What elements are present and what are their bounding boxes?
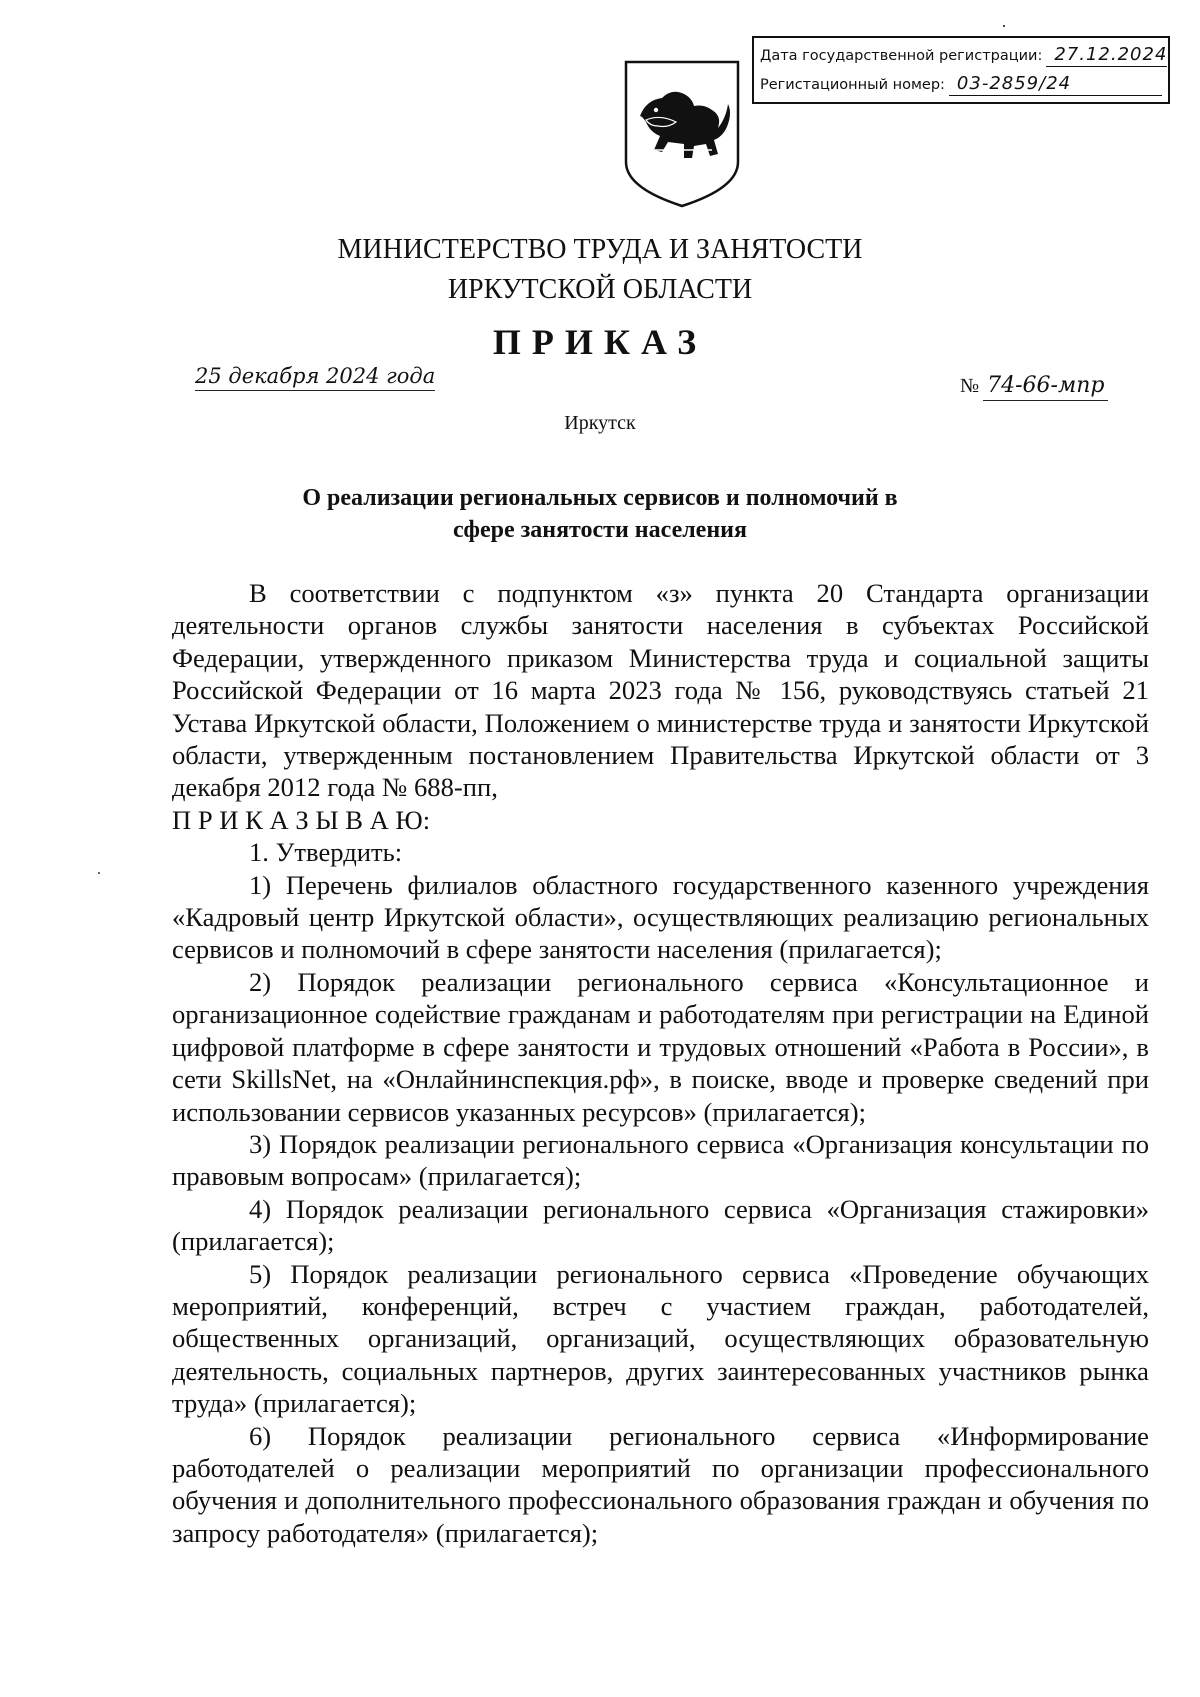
registration-number-label: Регистационный номер: (760, 77, 945, 93)
subitem-1: 1) Перечень филиалов областного государственного казенного учреждения «Кадровый центр Иркутской области», осуществляющих реализацию региональных сервисов и полномочий в сфере занятости населения (прилагается); (172, 869, 1149, 965)
document-body (172, 577, 1149, 1549)
subitem-5: 5) Порядок реализации регионального сервиса «Проведение обучающих мероприятий, конференций, встреч с участием граждан, работодателей, общественных организаций, организаций, осуществляющих образовательную деятельность, социальных партнеров, других заинтересованных участников рынка труда» (прилагается); (172, 1258, 1149, 1419)
registration-date-row (760, 42, 1168, 71)
document-title-line1: О реализации региональных сервисов и полномочий в (302, 485, 898, 511)
handwritten-date: 25 декабря 2024 года (195, 362, 435, 391)
number-sign: № (960, 375, 980, 397)
registration-date-value: 27.12.2024 (1046, 44, 1167, 67)
order-number (960, 372, 1108, 401)
scan-speck (1003, 25, 1005, 27)
registration-number-row (760, 71, 1162, 100)
preamble-paragraph: В соответствии с подпунктом «з» пункта 20 Стандарта организации деятельности органов службы занятости населения в субъектах Российской Федерации, утвержденного приказом Министерства труда и социальной защиты Российской Федерации от 16 марта 2023 года № 156, руководствуясь статьей 21 Устава Иркутской области, Положением о министерстве труда и занятости Иркутской области, утвержденным постановлением Правительства Иркутской области от 3 декабря 2012 года № 688-пп, (172, 578, 1149, 803)
document-title (0, 482, 1200, 546)
subitem-2: 2) Порядок реализации регионального сервиса «Консультационное и организационное содействие гражданам и работодателям при регистрации на Единой цифровой платформе в сфере занятости и трудовых отношений «Работа в России», в сети SkillsNet, на «Онлайнинспекция.рф», в поиске, вводе и проверке сведений при использовании сервисов указанных ресурсов» (прилагается); (172, 966, 1149, 1127)
subitem-6: 6) Порядок реализации регионального сервиса «Информирование работодателей о реализации мероприятий по организации профессионального обучения и дополнительного профессионального образования граждан и обучения по запросу работодателя» (прилагается); (172, 1420, 1149, 1548)
city: Иркутск (564, 412, 636, 434)
subitem-3: 3) Порядок реализации регионального сервиса «Организация консультации по правовым вопросам» (прилагается); (172, 1128, 1149, 1192)
order-word: П Р И К А З Ы В А Ю: (172, 804, 431, 835)
scan-speck (98, 872, 100, 874)
coat-of-arms-icon (620, 58, 744, 210)
ministry-name-line2: ИРКУТСКОЙ ОБЛАСТИ (447, 274, 753, 305)
registration-date-label: Дата государственной регистрации: (760, 48, 1043, 64)
handwritten-order-number: 74-66-мпр (983, 372, 1108, 401)
registration-number-value: 03-2859/24 (949, 73, 1162, 96)
item-1: 1. Утвердить: (249, 837, 403, 868)
registration-stamp (752, 36, 1170, 104)
document-type: ПРИКАЗ (492, 322, 708, 362)
ministry-name-line1: МИНИСТЕРСТВО ТРУДА И ЗАНЯТОСТИ (337, 234, 863, 265)
subitem-4: 4) Порядок реализации регионального сервиса «Организация стажировки» (прилагается); (172, 1193, 1149, 1257)
document-title-line2: сфере занятости населения (453, 517, 747, 543)
